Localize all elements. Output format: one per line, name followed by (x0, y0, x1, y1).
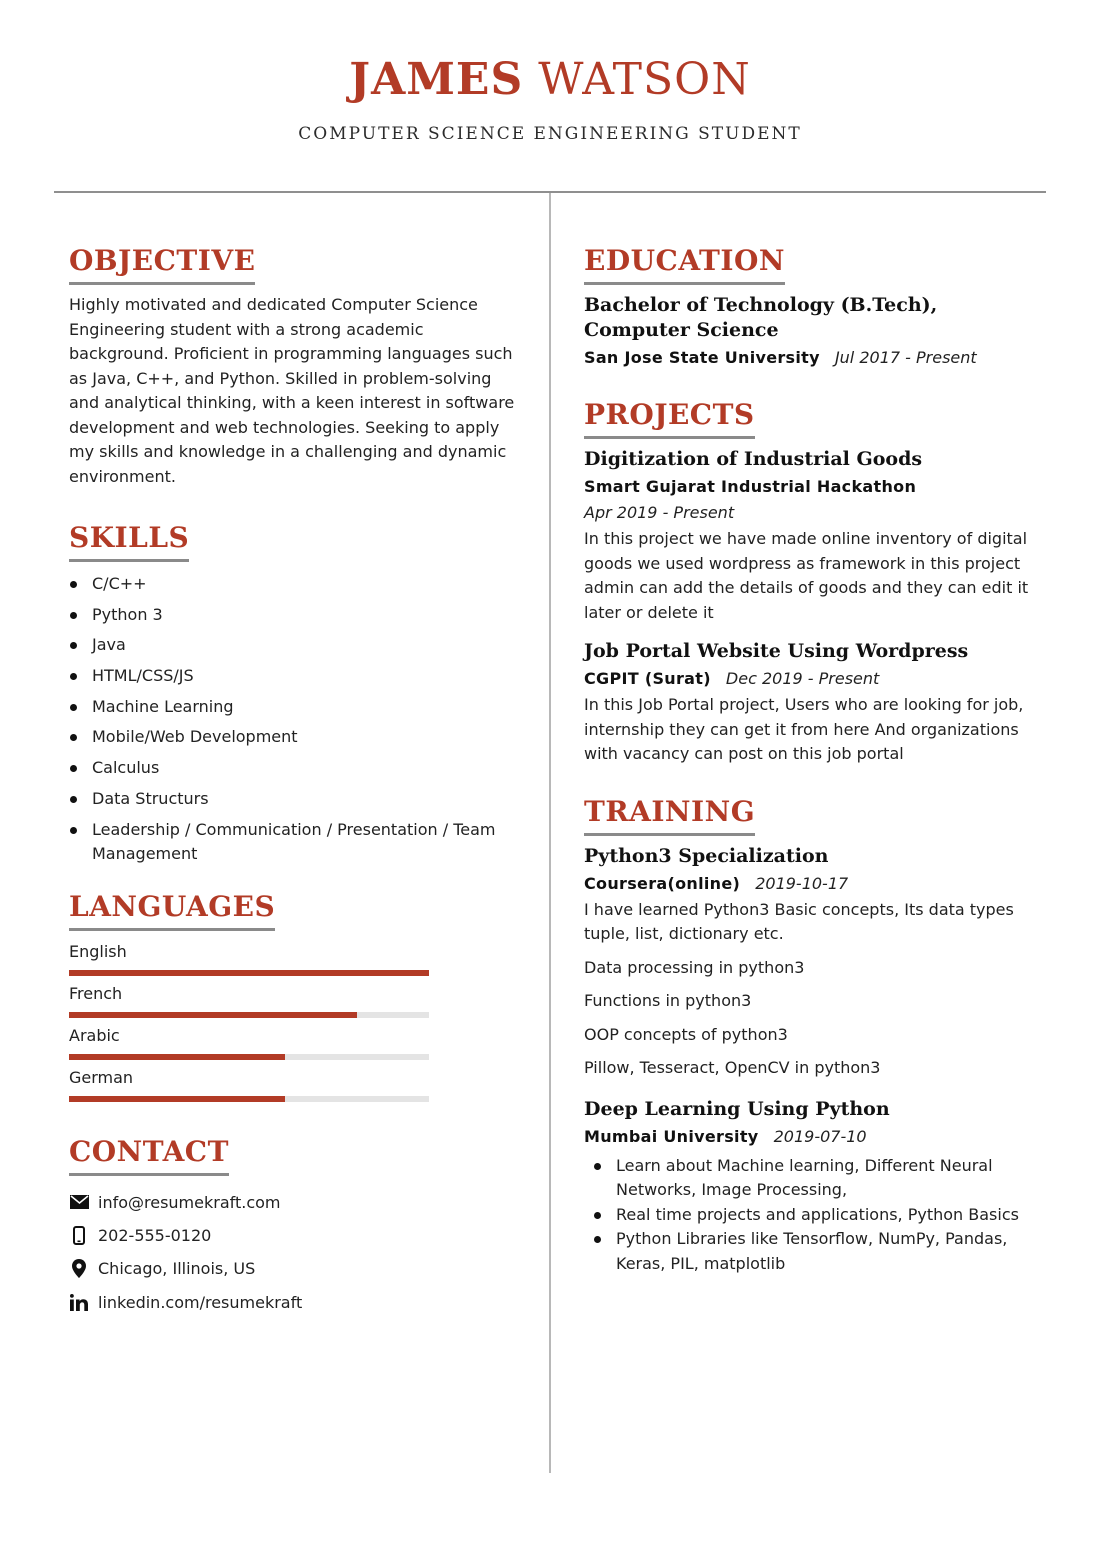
project-date: Apr 2019 - Present (584, 503, 735, 522)
skill-item: Python 3 (69, 603, 519, 627)
degree-title: Bachelor of Technology (B.Tech), Computer Science (584, 294, 938, 341)
language-level-bar (69, 970, 429, 976)
language-item (69, 981, 519, 1023)
training-org-line (584, 871, 1046, 897)
training-date: 2019-10-17 (755, 873, 849, 893)
language-level-bar (69, 1096, 429, 1102)
training-line: I have learned Python3 Basic concepts, Its data types tuple, list, dictionary etc. (584, 899, 1014, 943)
skill-item: Leadership / Communication / Presentation / Team Management (69, 818, 519, 866)
right-column (584, 244, 1046, 1276)
skill-item: Machine Learning (69, 695, 519, 719)
project-description: In this Job Portal project, Users who are looking for job, internship they can get it from here And organizations with vacancy can post on this job portal (584, 695, 1024, 763)
language-name: German (69, 1067, 134, 1087)
project-title: Digitization of Industrial Goods (584, 448, 923, 470)
objective-text: Highly motivated and dedicated Computer Science Engineering student with a strong academic background. Proficient in programming languages such as Java, C++, and Python. Skilled in problem-solving and analytical thinking, with a keen interest in software development and web technologies. Seeking to apply my skills and knowledge in a challenging and dynamic environment. (69, 295, 515, 486)
project-org-line (584, 474, 1046, 500)
training-bullet: Learn about Machine learning, Different Neural Networks, Image Processing, (584, 1154, 1046, 1203)
training-bullets (584, 1154, 1046, 1277)
language-level-bar (69, 1054, 429, 1060)
skill-item: Java (69, 633, 519, 657)
training-section (584, 795, 1046, 1277)
language-item (69, 1023, 519, 1065)
skill-item: HTML/CSS/JS (69, 664, 519, 688)
skills-section (69, 521, 519, 866)
projects-section (584, 398, 1046, 767)
skill-item: Data Structurs (69, 787, 519, 811)
candidate-title: COMPUTER SCIENCE ENGINEERING STUDENT (298, 124, 802, 144)
linkedin-icon (69, 1292, 89, 1312)
training-title: Deep Learning Using Python (584, 1097, 890, 1120)
language-level-fill (69, 970, 429, 976)
project-item (584, 639, 1046, 767)
first-name: JAMES (349, 54, 524, 105)
language-name: French (69, 983, 123, 1003)
section-heading: CONTACT (69, 1135, 229, 1176)
section-heading: OBJECTIVE (69, 244, 255, 285)
language-level-fill (69, 1012, 357, 1018)
language-item (69, 939, 519, 981)
last-name: WATSON (538, 54, 751, 105)
education-date: Jul 2017 - Present (834, 348, 977, 367)
contact-section (69, 1135, 519, 1319)
project-org: CGPIT (Surat) (584, 669, 711, 688)
contact-list (69, 1186, 519, 1319)
candidate-name (0, 52, 1100, 108)
section-heading: EDUCATION (584, 244, 785, 285)
phone-text[interactable]: 202-555-0120 (98, 1225, 212, 1245)
skills-list (69, 572, 519, 866)
skill-item: C/C++ (69, 572, 519, 596)
language-level-bar (69, 1012, 429, 1018)
language-name: English (69, 941, 127, 961)
column-divider (549, 193, 551, 1473)
contact-phone[interactable] (69, 1219, 519, 1252)
language-item (69, 1065, 519, 1107)
training-org-line (584, 1124, 1046, 1150)
training-line: Functions in python3 (584, 991, 752, 1010)
left-column (69, 244, 519, 1319)
project-description: In this project we have made online inventory of digital goods we used wordpress as framework in this project admin can add the details of goods and they can edit it later or delete it (584, 529, 1029, 622)
training-bullet: Real time projects and applications, Python Basics (584, 1203, 1046, 1228)
objective-section (69, 244, 519, 489)
envelope-icon (69, 1192, 89, 1212)
section-heading: TRAINING (584, 795, 755, 836)
training-line: OOP concepts of python3 (584, 1024, 788, 1044)
skill-item: Mobile/Web Development (69, 725, 519, 749)
project-item (584, 447, 1046, 625)
linkedin-text[interactable]: linkedin.com/resumekraft (98, 1292, 303, 1312)
contact-linkedin[interactable] (69, 1285, 519, 1318)
project-date: Dec 2019 - Present (725, 669, 880, 688)
contact-email[interactable] (69, 1186, 519, 1219)
section-heading: PROJECTS (584, 398, 755, 439)
school-name: San Jose State University (584, 348, 820, 367)
phone-icon (69, 1225, 89, 1245)
training-org: Coursera(online) (584, 873, 741, 893)
email-text[interactable]: info@resumekraft.com (98, 1192, 281, 1212)
section-heading: SKILLS (69, 521, 189, 562)
contact-location (69, 1252, 519, 1285)
location-pin-icon (69, 1259, 89, 1279)
training-line: Pillow, Tesseract, OpenCV in python3 (584, 1058, 881, 1077)
training-title: Python3 Specialization (584, 844, 829, 867)
languages-section (69, 890, 519, 1107)
languages-list (69, 939, 519, 1107)
section-heading: LANGUAGES (69, 890, 275, 931)
project-title: Job Portal Website Using Wordpress (584, 640, 969, 662)
training-line: Data processing in python3 (584, 957, 805, 977)
skill-item: Calculus (69, 756, 519, 780)
education-org-line (584, 345, 1046, 371)
training-org: Mumbai University (584, 1126, 759, 1146)
language-level-fill (69, 1054, 285, 1060)
education-section (584, 244, 1046, 371)
training-date: 2019-07-10 (773, 1126, 867, 1146)
training-item (584, 844, 1046, 1081)
project-org-line (584, 666, 1046, 692)
training-item (584, 1097, 1046, 1277)
project-org: Smart Gujarat Industrial Hackathon (584, 477, 917, 496)
training-bullet: Python Libraries like Tensorflow, NumPy, Pandas, Keras, PIL, matplotlib (584, 1227, 1046, 1276)
language-name: Arabic (69, 1025, 120, 1045)
location-text: Chicago, Illinois, US (98, 1259, 256, 1279)
language-level-fill (69, 1096, 285, 1102)
